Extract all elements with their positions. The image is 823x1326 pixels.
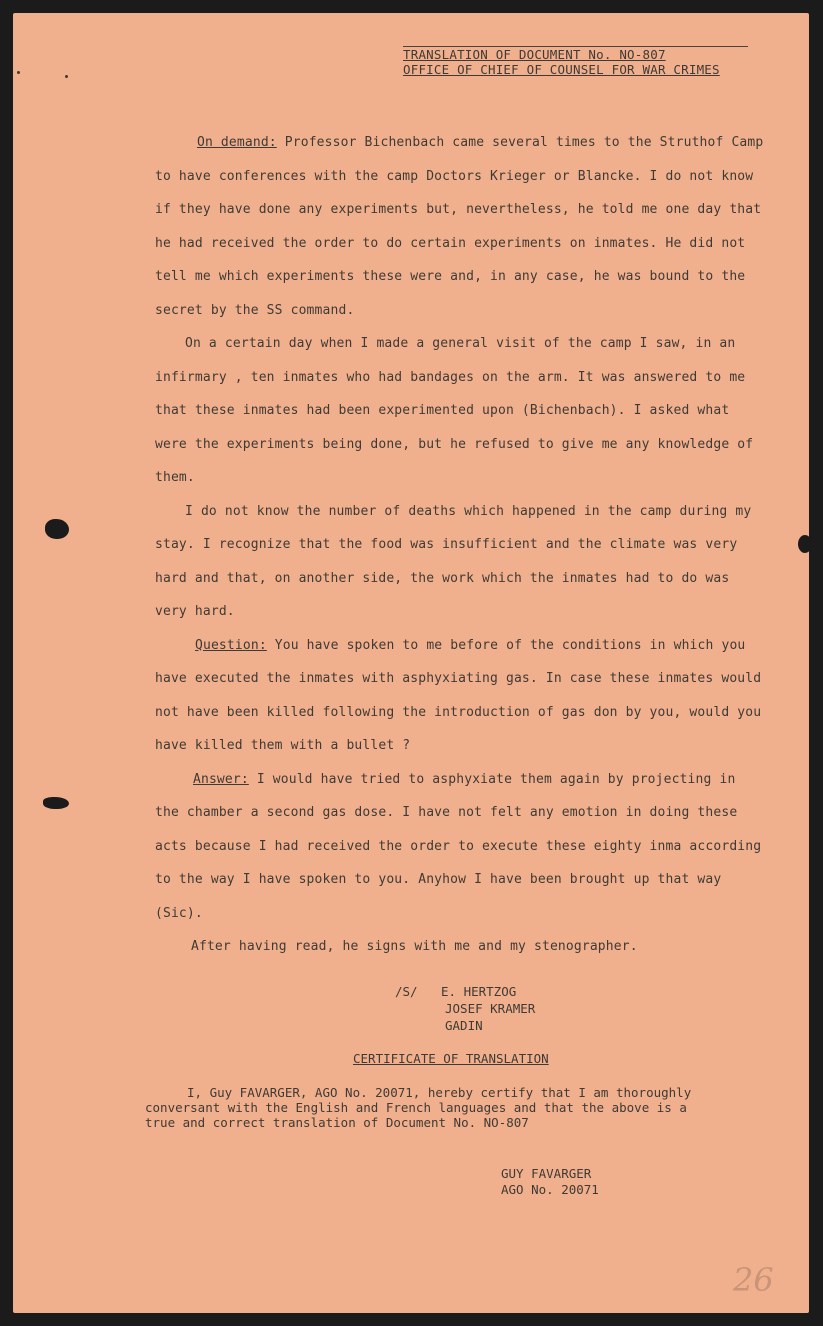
translator-name: GUY FAVARGER xyxy=(501,1166,592,1181)
header-office: OFFICE OF CHIEF OF COUNSEL FOR WAR CRIMES xyxy=(403,62,720,77)
label-question: Question: xyxy=(195,637,267,653)
paragraph-infirmary: On a certain day when I made a general visit of the camp I saw, in an infirmary , ten inmates who had bandages on the arm. It was answered to me that these inmates had been experimented upon (Bichenbach). I asked what were the experiments being done, but he refused to give me any knowledge of them. xyxy=(155,336,762,485)
header-document-number: TRANSLATION OF DOCUMENT No. NO-807 xyxy=(403,46,748,62)
punch-hole xyxy=(43,797,69,809)
paper-mark xyxy=(17,71,20,74)
paragraph-question xyxy=(155,629,770,763)
document-header xyxy=(403,46,748,77)
signature-prefix: /S/ xyxy=(395,984,418,999)
certificate-line: I, Guy FAVARGER, AGO No. 20071, hereby certify that I am thoroughly xyxy=(187,1085,692,1100)
paragraph-text: Professor Bichenbach came several times to the Struthof Camp to have conferences with the camp Doctors Krieger or Blancke. I do not know if they have done any experiments but, nevertheless, he told me one day that he had received the order to do certain experiments on inmates. He did not tell me which experiments these were and, in any case, he was bound to the secret by the SS command. xyxy=(155,135,772,318)
signature-block xyxy=(395,983,535,1034)
signer-kramer: JOSEF KRAMER xyxy=(445,1001,536,1016)
testimony-body xyxy=(155,126,772,964)
page-number: 26 xyxy=(733,1261,774,1299)
label-answer: Answer: xyxy=(193,771,249,787)
certificate-signature xyxy=(501,1166,599,1198)
signer-hertzog: E. HERTZOG xyxy=(441,984,517,999)
certificate-line: conversant with the English and French languages and that the above is a xyxy=(145,1100,687,1115)
punch-hole xyxy=(798,535,809,553)
punch-hole xyxy=(45,519,69,539)
paragraph-signing: After having read, he signs with me and my stenographer. xyxy=(191,939,638,954)
paragraph-text: You have spoken to me before of the conditions in which you have executed the inmates with asphyxiating gas. In case these inmates would not have been killed following the introduction of gas don by you, would you have killed them with a bullet ? xyxy=(155,637,770,753)
label-on-demand: On demand: xyxy=(197,135,277,150)
certificate-text xyxy=(145,1085,760,1130)
certificate-title: CERTIFICATE OF TRANSLATION xyxy=(353,1051,549,1066)
translator-ago-number: AGO No. 20071 xyxy=(501,1182,599,1197)
paragraph-answer xyxy=(155,763,770,931)
paragraph-deaths: I do not know the number of deaths which happened in the camp during my stay. I recognize that the food was insufficient and the climate was very hard and that, on another side, the work which the inmates had to do was very hard. xyxy=(155,503,760,619)
paper-mark xyxy=(65,75,68,78)
signer-gadin: GADIN xyxy=(445,1018,483,1033)
certificate-line: true and correct translation of Document No. NO-807 xyxy=(145,1115,529,1130)
paragraph-text: I would have tried to asphyxiate them again by projecting in the chamber a second gas dose. I have not felt any emotion in doing these acts because I had received the order to execute these eighty inma according to the way I have spoken to you. Anyhow I have been brought up that way (Sic). xyxy=(155,771,770,921)
paragraph-on-demand xyxy=(155,126,772,327)
document-page xyxy=(13,13,809,1313)
